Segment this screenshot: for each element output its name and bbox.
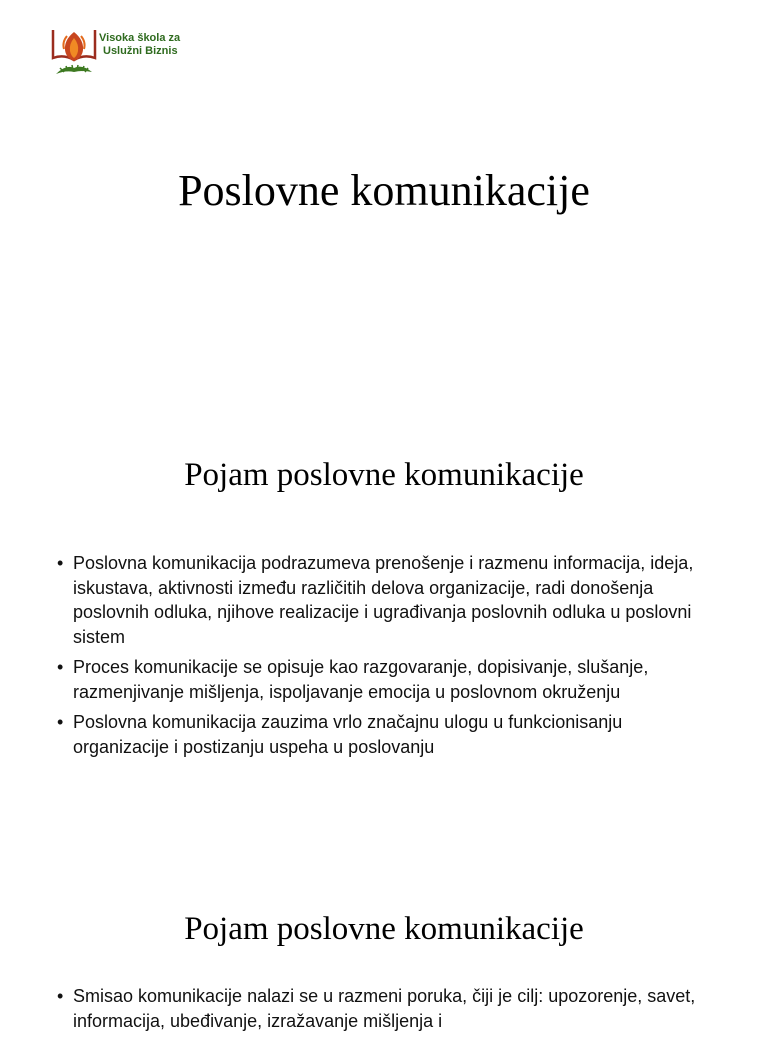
slide2-bullet-3: • Poslovna komunikacija zauzima vrlo značajnu ulogu u funkcionisanju organizacije i postizanju uspeha u poslovanju <box>57 712 623 757</box>
slide2-bullet-2: • Proces komunikacije se opisuje kao razgovaranje, dopisivanje, slušanje, razmenjivanje mišljenja, ispoljavanje emocija u poslovnom okruženju <box>57 657 649 702</box>
slide3-bullet-1: • Smisao komunikacije nalazi se u razmeni poruka, čiji je cilj: upozorenje, savet, informacija, ubeđivanje, izražavanje mišljenja i <box>57 986 696 1031</box>
school-logo <box>50 24 190 80</box>
logo-text-line2: Uslužni Biznis <box>103 45 178 57</box>
logo-text-line1: Visoka škola za <box>99 32 181 44</box>
slide3-title: Pojam poslovne komunikacije <box>184 911 584 947</box>
slide3-bullet-list <box>56 984 716 1039</box>
flame-book-icon <box>50 24 98 78</box>
slide2-bullet-list <box>56 551 716 765</box>
slide2-title: Pojam poslovne komunikacije <box>184 457 584 493</box>
slide1-title: Poslovne komunikacije <box>178 166 590 215</box>
slide2-bullet-1: • Poslovna komunikacija podrazumeva prenošenje i razmenu informacija, ideja, iskustava, aktivnosti između različitih delova organizacije, radi donošenja poslovnih odluka, njihove realizacije i ugrađivanja poslovnih odluka u poslovni sistem <box>57 553 694 647</box>
